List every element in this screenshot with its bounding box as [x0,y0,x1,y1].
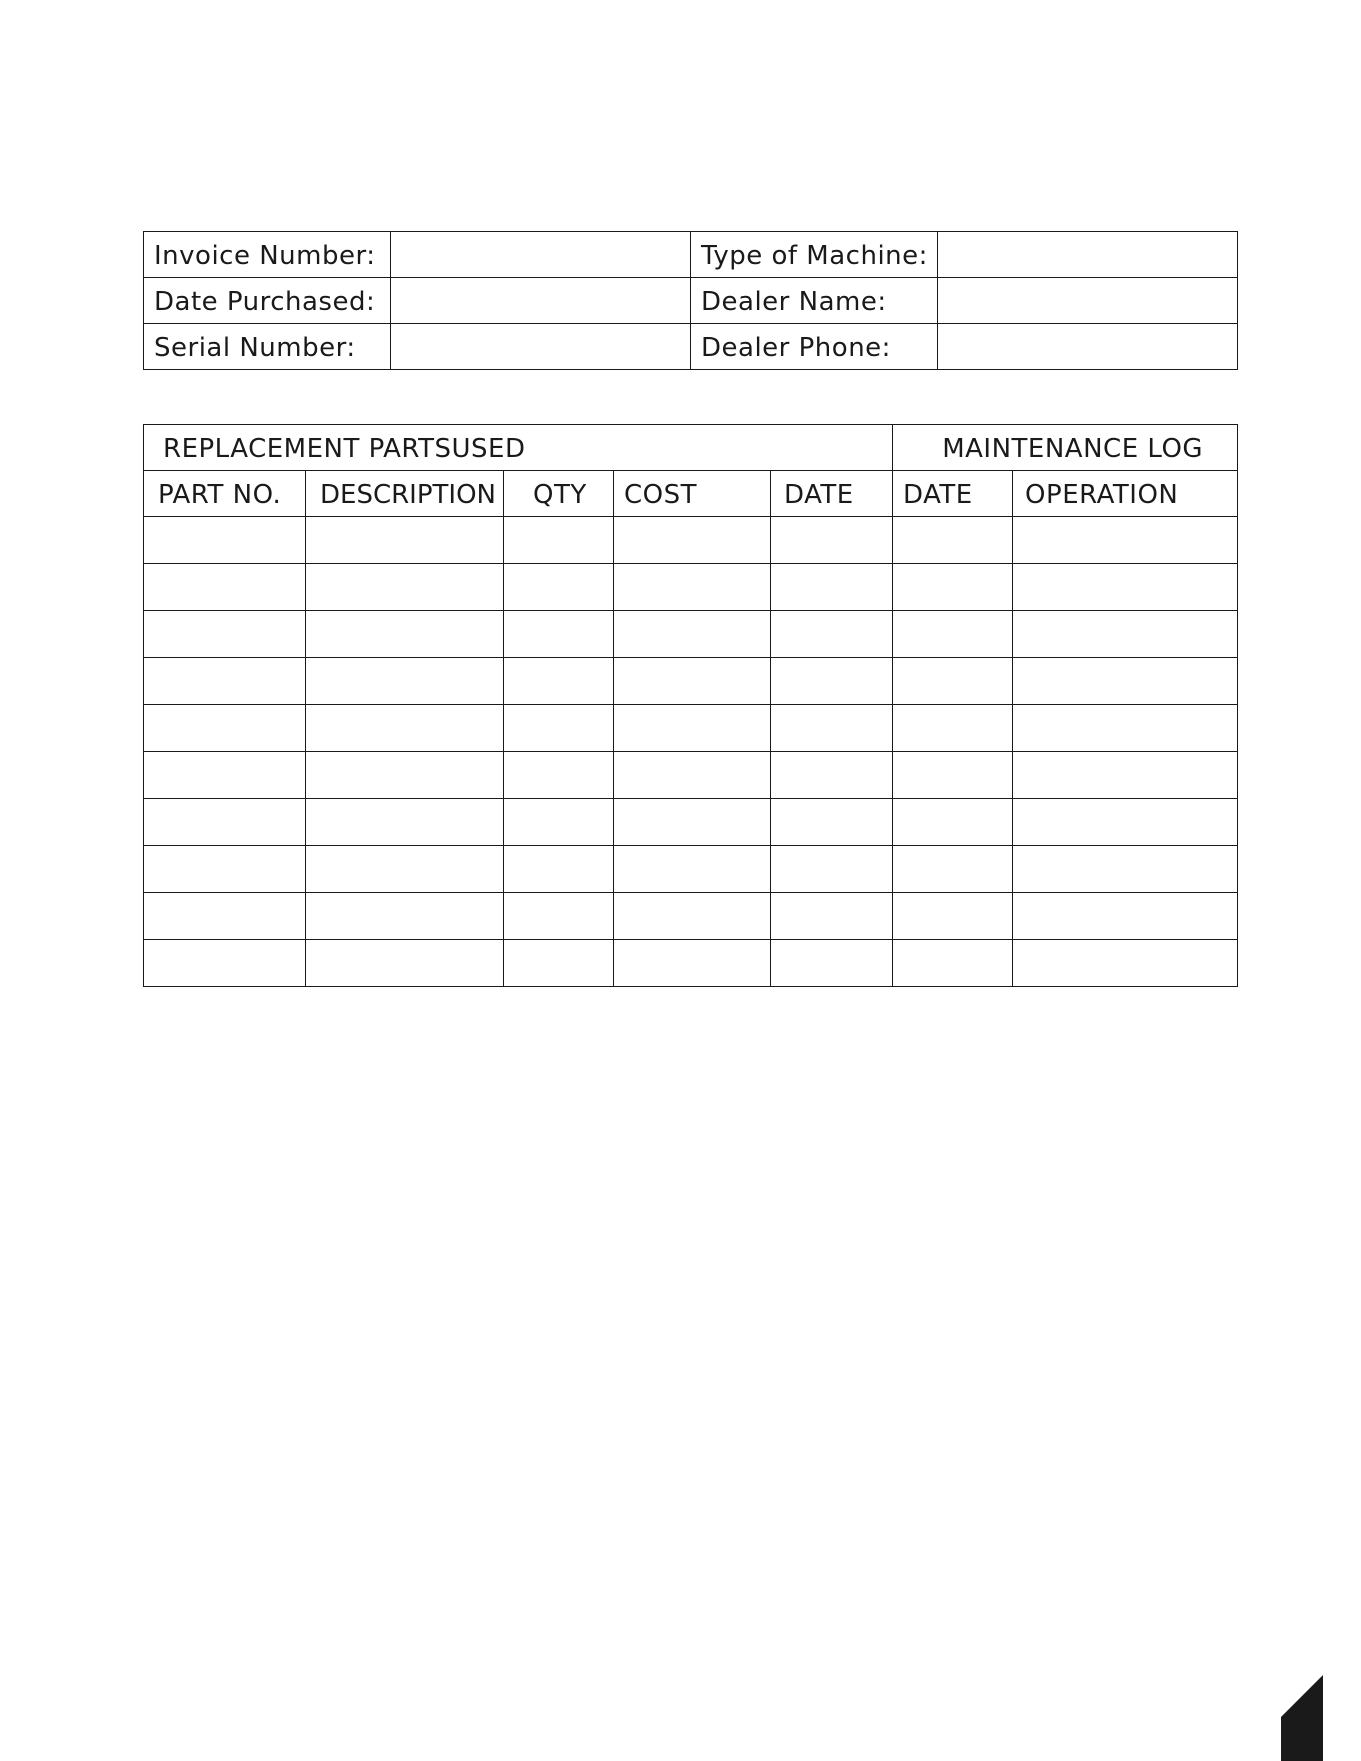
column-header-part-no: PART NO. [144,471,306,517]
parts-date-cell[interactable] [771,893,893,940]
maintenance-date-cell[interactable] [893,705,1013,752]
operation-cell[interactable] [1013,846,1238,893]
machine-info-table [143,231,1238,370]
column-header-cost: COST [614,471,771,517]
maintenance-date-cell[interactable] [893,846,1013,893]
cost-cell[interactable] [614,893,771,940]
description-cell[interactable] [306,752,504,799]
maintenance-log-title: MAINTENANCE LOG [893,425,1238,471]
dealer-name-field[interactable] [938,278,1238,324]
cost-cell[interactable] [614,940,771,987]
operation-cell[interactable] [1013,517,1238,564]
serial-number-field[interactable] [391,324,691,370]
parts-date-cell[interactable] [771,752,893,799]
parts-date-cell[interactable] [771,564,893,611]
parts-date-cell[interactable] [771,940,893,987]
dealer-name-label: Dealer Name: [691,278,938,324]
part-no-cell[interactable] [144,752,306,799]
operation-cell[interactable] [1013,752,1238,799]
description-cell[interactable] [306,799,504,846]
info-row [144,324,1238,370]
column-header-description: DESCRIPTION [306,471,504,517]
description-cell[interactable] [306,517,504,564]
parts-maintenance-log-table [143,424,1238,987]
parts-date-cell[interactable] [771,658,893,705]
cost-cell[interactable] [614,611,771,658]
maintenance-date-cell[interactable] [893,564,1013,611]
description-cell[interactable] [306,705,504,752]
maintenance-date-cell[interactable] [893,799,1013,846]
qty-cell[interactable] [504,940,614,987]
part-no-cell[interactable] [144,658,306,705]
part-no-cell[interactable] [144,799,306,846]
column-header-qty: QTY [504,471,614,517]
column-header-row [144,471,1238,517]
parts-date-cell[interactable] [771,517,893,564]
invoice-number-field[interactable] [391,232,691,278]
description-cell[interactable] [306,893,504,940]
qty-cell[interactable] [504,564,614,611]
operation-cell[interactable] [1013,658,1238,705]
part-no-cell[interactable] [144,846,306,893]
cost-cell[interactable] [614,799,771,846]
table-row [144,752,1238,799]
parts-date-cell[interactable] [771,846,893,893]
cost-cell[interactable] [614,752,771,799]
page-corner-tab-icon [1281,1675,1361,1761]
table-row [144,893,1238,940]
parts-date-cell[interactable] [771,611,893,658]
column-header-maintenance-date: DATE [893,471,1013,517]
description-cell[interactable] [306,611,504,658]
description-cell[interactable] [306,564,504,611]
operation-cell[interactable] [1013,893,1238,940]
table-row [144,658,1238,705]
dealer-phone-field[interactable] [938,324,1238,370]
qty-cell[interactable] [504,752,614,799]
qty-cell[interactable] [504,799,614,846]
maintenance-date-cell[interactable] [893,893,1013,940]
maintenance-date-cell[interactable] [893,752,1013,799]
cost-cell[interactable] [614,658,771,705]
description-cell[interactable] [306,658,504,705]
replacement-parts-title: REPLACEMENT PARTSUSED [144,425,893,471]
table-row [144,611,1238,658]
description-cell[interactable] [306,846,504,893]
log-table-body [144,517,1238,987]
cost-cell[interactable] [614,846,771,893]
maintenance-date-cell[interactable] [893,658,1013,705]
table-row [144,705,1238,752]
section-header-row [144,425,1238,471]
operation-cell[interactable] [1013,705,1238,752]
table-row [144,564,1238,611]
table-row [144,846,1238,893]
operation-cell[interactable] [1013,564,1238,611]
parts-date-cell[interactable] [771,705,893,752]
part-no-cell[interactable] [144,705,306,752]
cost-cell[interactable] [614,705,771,752]
cost-cell[interactable] [614,564,771,611]
part-no-cell[interactable] [144,564,306,611]
part-no-cell[interactable] [144,893,306,940]
qty-cell[interactable] [504,517,614,564]
table-row [144,940,1238,987]
invoice-number-label: Invoice Number: [144,232,391,278]
column-header-operation: OPERATION [1013,471,1238,517]
maintenance-date-cell[interactable] [893,517,1013,564]
qty-cell[interactable] [504,893,614,940]
info-row [144,232,1238,278]
type-of-machine-label: Type of Machine: [691,232,938,278]
part-no-cell[interactable] [144,611,306,658]
part-no-cell[interactable] [144,517,306,564]
qty-cell[interactable] [504,846,614,893]
date-purchased-field[interactable] [391,278,691,324]
operation-cell[interactable] [1013,940,1238,987]
type-of-machine-field[interactable] [938,232,1238,278]
maintenance-date-cell[interactable] [893,940,1013,987]
part-no-cell[interactable] [144,940,306,987]
qty-cell[interactable] [504,705,614,752]
dealer-phone-label: Dealer Phone: [691,324,938,370]
description-cell[interactable] [306,940,504,987]
qty-cell[interactable] [504,611,614,658]
cost-cell[interactable] [614,517,771,564]
operation-cell[interactable] [1013,799,1238,846]
table-row [144,799,1238,846]
date-purchased-label: Date Purchased: [144,278,391,324]
parts-date-cell[interactable] [771,799,893,846]
column-header-parts-date: DATE [771,471,893,517]
operation-cell[interactable] [1013,611,1238,658]
serial-number-label: Serial Number: [144,324,391,370]
maintenance-date-cell[interactable] [893,611,1013,658]
table-row [144,517,1238,564]
info-row [144,278,1238,324]
qty-cell[interactable] [504,658,614,705]
